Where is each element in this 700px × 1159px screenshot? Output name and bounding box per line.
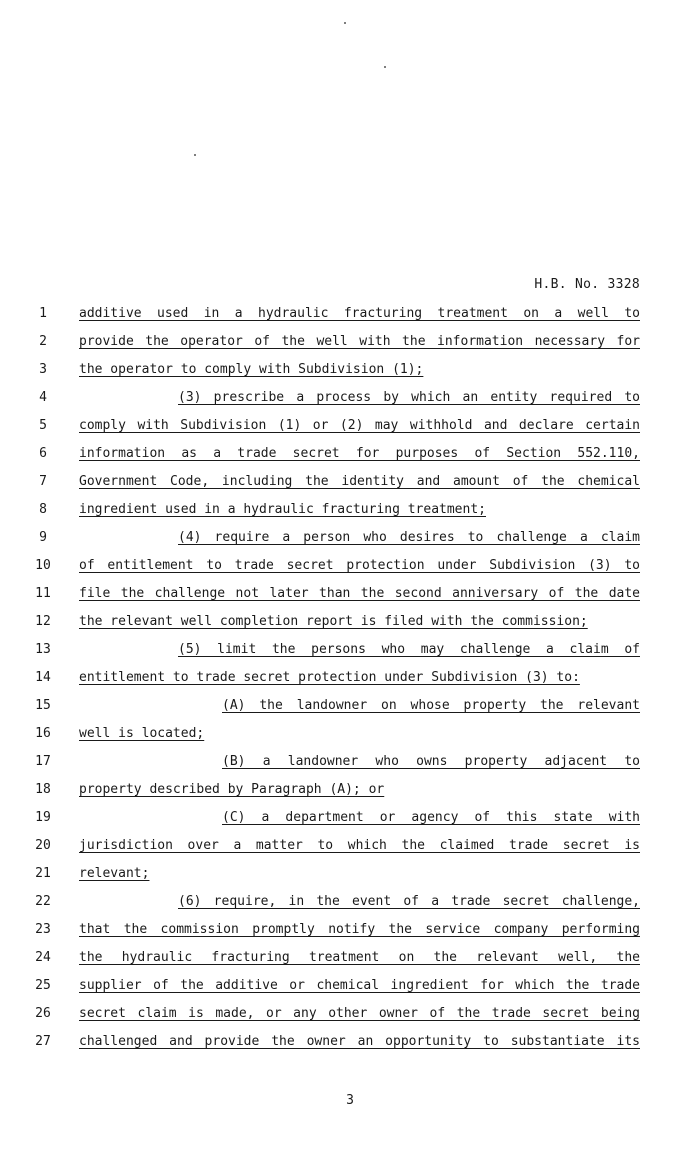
scan-speck <box>194 154 196 156</box>
document-line <box>0 384 700 412</box>
line-number: 27 <box>35 1034 51 1049</box>
document-line <box>0 468 700 496</box>
line-number: 25 <box>35 978 51 993</box>
line-number: 1 <box>39 306 47 321</box>
line-number: 4 <box>39 390 47 405</box>
document-line <box>0 972 700 1000</box>
document-line <box>0 888 700 916</box>
document-line <box>0 860 700 888</box>
document-line <box>0 776 700 804</box>
document-line <box>0 440 700 468</box>
scan-speck <box>344 22 346 24</box>
document-line <box>0 608 700 636</box>
line-text: (6) require, in the event of a trade secret challenge, <box>178 894 640 909</box>
line-text: comply with Subdivision (1) or (2) may withhold and declare certain <box>79 418 640 433</box>
line-number: 21 <box>35 866 51 881</box>
line-number: 2 <box>39 334 47 349</box>
line-text: relevant; <box>79 866 150 881</box>
line-text: well is located; <box>79 726 205 741</box>
line-text: the relevant well completion report is filed with the commission; <box>79 614 588 629</box>
document-line <box>0 552 700 580</box>
line-text: (4) require a person who desires to challenge a claim <box>178 530 640 545</box>
line-number: 6 <box>39 446 47 461</box>
document-line <box>0 300 700 328</box>
line-number: 10 <box>35 558 51 573</box>
document-line <box>0 580 700 608</box>
line-number: 26 <box>35 1006 51 1021</box>
line-text: of entitlement to trade secret protection under Subdivision (3) to <box>79 558 640 573</box>
line-number: 12 <box>35 614 51 629</box>
document-line <box>0 916 700 944</box>
document-line <box>0 664 700 692</box>
line-number: 19 <box>35 810 51 825</box>
line-text: entitlement to trade secret protection under Subdivision (3) to: <box>79 670 580 685</box>
line-text: (C) a department or agency of this state with <box>222 810 640 825</box>
document-line <box>0 720 700 748</box>
line-number: 7 <box>39 474 47 489</box>
line-text: jurisdiction over a matter to which the claimed trade secret is <box>79 838 640 853</box>
line-text: secret claim is made, or any other owner of the trade secret being <box>79 1006 640 1021</box>
line-text: file the challenge not later than the second anniversary of the date <box>79 586 640 601</box>
line-number: 3 <box>39 362 47 377</box>
line-text: that the commission promptly notify the service company performing <box>79 922 640 937</box>
line-text: the operator to comply with Subdivision (1); <box>79 362 424 377</box>
document-line <box>0 1028 700 1056</box>
line-number: 23 <box>35 922 51 937</box>
line-text: property described by Paragraph (A); or <box>79 782 385 797</box>
line-number: 9 <box>39 530 47 545</box>
line-number: 15 <box>35 698 51 713</box>
line-text: (3) prescribe a process by which an entity required to <box>178 390 640 405</box>
document-line <box>0 748 700 776</box>
document-line <box>0 692 700 720</box>
document-line <box>0 944 700 972</box>
document-line <box>0 832 700 860</box>
line-number: 13 <box>35 642 51 657</box>
line-number: 16 <box>35 726 51 741</box>
line-number: 17 <box>35 754 51 769</box>
line-text: provide the operator of the well with the information necessary for <box>79 334 640 349</box>
line-number: 22 <box>35 894 51 909</box>
line-text: ingredient used in a hydraulic fracturing treatment; <box>79 502 486 517</box>
document-line <box>0 804 700 832</box>
line-text: (B) a landowner who owns property adjacent to <box>222 754 640 769</box>
document-line <box>0 636 700 664</box>
line-text: supplier of the additive or chemical ingredient for which the trade <box>79 978 640 993</box>
line-text: (5) limit the persons who may challenge a claim of <box>178 642 640 657</box>
page-number: 3 <box>346 1093 354 1108</box>
line-text: additive used in a hydraulic fracturing treatment on a well to <box>79 306 640 321</box>
line-number: 11 <box>35 586 51 601</box>
line-number: 24 <box>35 950 51 965</box>
document-line <box>0 496 700 524</box>
document-line <box>0 328 700 356</box>
scan-speck <box>384 66 386 68</box>
line-number: 18 <box>35 782 51 797</box>
line-number: 8 <box>39 502 47 517</box>
line-number: 14 <box>35 670 51 685</box>
line-number: 5 <box>39 418 47 433</box>
line-text: information as a trade secret for purposes of Section 552.110, <box>79 446 640 461</box>
line-number: 20 <box>35 838 51 853</box>
line-text: Government Code, including the identity and amount of the chemical <box>79 474 640 489</box>
bill-number: H.B. No. 3328 <box>534 277 640 292</box>
line-text: challenged and provide the owner an opportunity to substantiate its <box>79 1034 640 1049</box>
line-text: the hydraulic fracturing treatment on the relevant well, the <box>79 950 640 965</box>
document-line <box>0 524 700 552</box>
document-line <box>0 1000 700 1028</box>
line-text: (A) the landowner on whose property the relevant <box>222 698 640 713</box>
document-line <box>0 412 700 440</box>
numbered-lines <box>0 300 700 1056</box>
document-line <box>0 356 700 384</box>
